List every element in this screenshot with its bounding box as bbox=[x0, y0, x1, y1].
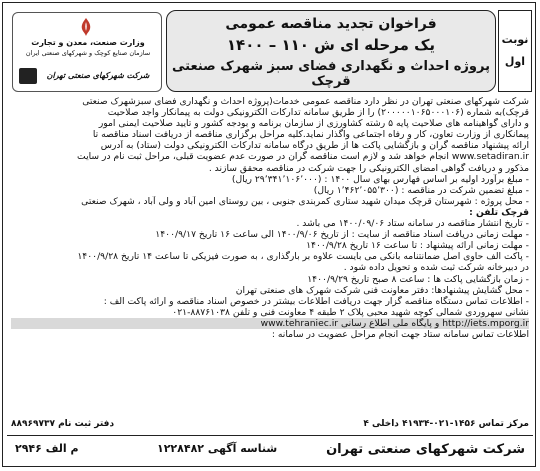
notice-title-block bbox=[166, 10, 496, 92]
opening-time-item: - زمان بازگشایی پاکت ها : ساعت ۸ صبح تاریخ ۱۴۰۰/۹/۲۹ bbox=[11, 274, 529, 285]
logo-block bbox=[12, 12, 162, 92]
organization-name: سازمان صنایع کوچک و شهرکهای صنعتی ایران bbox=[25, 49, 151, 57]
envelope-item-cont: در دبیرخانه شرکت ثبت شده و تحویل داده شود . bbox=[343, 262, 529, 274]
opening-place-item: - محل گشایش پیشنهادها: دفتر معاونت فنی شرکت شهرک های صنعتی تهران bbox=[11, 285, 529, 296]
notice-frame bbox=[2, 2, 536, 467]
reference-code: م الف ۲۹۴۶ bbox=[15, 442, 79, 455]
estimate-item: - مبلغ برآورد اولیه بر اساس فهارس بهای سال ۱۴۰۰ : (۲۹٬۳۴۱٬۱۰۶٬۰۰۰ ریال) bbox=[11, 174, 529, 185]
publish-date-item: - تاریخ انتشار مناقصه در سامانه ستاد ۱۴۰۰/۰۹/۰۶ می باشد . bbox=[11, 218, 529, 229]
round-value: اول bbox=[504, 55, 526, 68]
registration-office: دفتر ثبت نام ۸۸۹۶۹۷۳۷ bbox=[11, 419, 115, 429]
websites-line: http://iets.mporg.ir و پایگاه ملی اطلاع رسانی www.tehraniec.ir bbox=[11, 318, 529, 329]
company-logo-icon bbox=[19, 68, 37, 84]
notice-title: فراخوان تجدید مناقصه عمومی bbox=[225, 16, 437, 32]
contact-line bbox=[11, 419, 529, 431]
body-line: مذکور و دریافت گواهی امضای الکترونیکی را جهت شرکت در مناقصه محقق سازند . bbox=[208, 162, 529, 174]
address-line: نشانی سهروردی شمالی کوچه شهید محبی پلاک ۲ طبقه ۴ معاونت فنی و تلفن ۸۸۷۶۱۰۳۸-۰۲۱ bbox=[172, 306, 529, 318]
document-deadline-item: - مهلت زمانی دریافت اسناد مناقصه از سایت : از تاریخ ۱۴۰۰/۹/۰۶ الی ساعت ۱۶ تاریخ ۱۴۰۰/۹/۱۷ bbox=[11, 229, 529, 240]
notice-header bbox=[6, 6, 534, 94]
body-line: و دارای گواهینامه های صلاحیت پایه ۵ رشته کشاورزی از سازمان برنامه و بودجه کشور و تایید صلاحیت ایمنی امور bbox=[98, 118, 529, 130]
location-item: - محل پروژه : شهرستان قرچک میدان شهید ستاری کمربندی جنوبی ، بین روستای امین آباد و ولی آباد ، شهرک صنعتی bbox=[11, 196, 529, 207]
body-line: ارائه پیشنهاد مناقصه گران و بازگشایی پاکت ها از طریق درگاه سامانه تدارکات الکترونیکی دولت (ستاد) به آدرس bbox=[100, 140, 529, 152]
guarantee-item: - مبلغ تضمین شرکت در مناقصه : (۱٬۴۶۲٬۰۵۵٬۳۰۰ ریال) bbox=[11, 185, 529, 196]
body-line: قرچک)به شماره (۲۰۰۰۰۰۱۰۶۵۰۰۰۱۰۶) را از طریق سامانه تدارکات الکترونیکی دولت به پیمانکار واجد صلاحیت bbox=[107, 107, 529, 119]
body-line: پیمانکاری از وزارت تعاون، کار و رفاه اجتماعی واگذار نماید.کلیه مراحل برگزاری مناقصه از دریافت اسناد مناقصه تا bbox=[92, 129, 529, 141]
body-line: www.setadiran.ir انجام خواهد شد و لازم است مناقصه گران در صورت عدم عضویت قبلی، مراحل ثبت نام در سایت bbox=[77, 151, 529, 163]
footer-company: شرکت شهرکهای صنعتی تهران bbox=[326, 442, 525, 457]
notice-body bbox=[11, 96, 529, 418]
iran-emblem-icon bbox=[75, 16, 97, 38]
footer-bar bbox=[7, 435, 533, 465]
ministry-name: وزارت صنعت، معدن و تجارت bbox=[31, 38, 145, 47]
bid-deadline-item: - مهلت زمانی ارائه پیشنهاد : تا ساعت ۱۶ تاریخ ۱۴۰۰/۹/۲۸ bbox=[11, 240, 529, 251]
project-name: پروژه احداث و نگهداری فضای سبز شهرک صنعتی قرچک bbox=[172, 59, 490, 89]
tender-number: یک مرحله ای ش ۱۱۰ – ۱۴۰۰ bbox=[226, 36, 436, 54]
company-script-logo: شرکت شهرکهای صنعتی تهران bbox=[46, 71, 150, 80]
ad-id: شناسه آگهی ۱۲۲۸۴۸۲ bbox=[157, 442, 278, 455]
location-phone: قرچک تلفن : bbox=[469, 206, 529, 218]
body-line: شرکت شهرکهای صنعتی تهران در نظر دارد مناقصه عمومی خدمات(پروژه احداث و نگهداری فضای سبزشهرک صنعتی bbox=[82, 96, 529, 107]
round-badge bbox=[498, 10, 532, 92]
setad-contact-line: اطلاعات تماس سامانه ستاد جهت انجام مراحل عضویت در سامانه : bbox=[271, 328, 529, 340]
round-label: نوبت bbox=[501, 33, 529, 46]
contact-info-item: - اطلاعات تماس دستگاه مناقصه گزار جهت دریافت اطلاعات بیشتر در خصوص اسناد مناقصه و ارائه پاکت الف : bbox=[11, 296, 529, 307]
envelope-item: - پاکت الف حاوی اصل ضمانتنامه بانکی می بایست علاوه بر بارگذاری ، به صورت فیزیکی تا ساعت ۱۴ تاریخ ۱۴۰۰/۹/۲۸ bbox=[11, 251, 529, 262]
contact-center: مرکز تماس ۱۴۵۶-۰۲۱-۴۱۹۳۴ داخلی ۴ bbox=[363, 419, 529, 429]
